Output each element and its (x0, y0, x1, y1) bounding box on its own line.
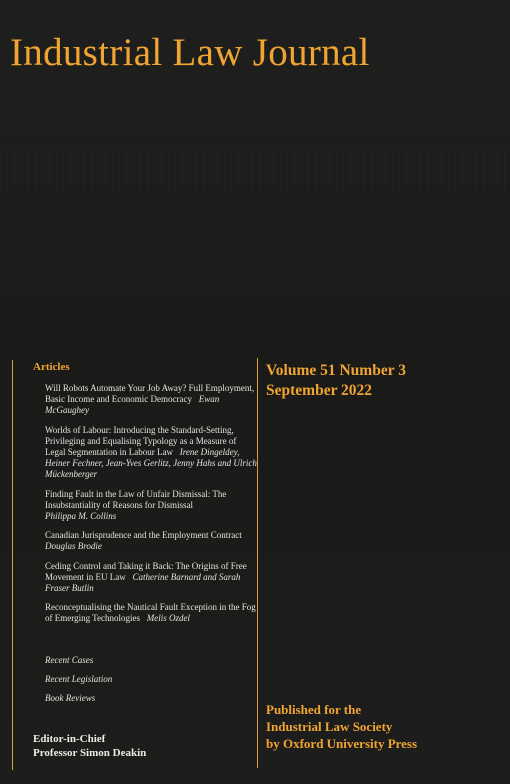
article-title: Will Robots Automate Your Job Away? Full Employment, Basic Income and Economic Democracy (45, 383, 255, 405)
article-item (45, 561, 257, 595)
editor-name: Professor Simon Deakin (33, 747, 147, 759)
recent-cases-label: Recent Cases (45, 655, 94, 665)
article-item (45, 602, 257, 624)
print-texture (0, 150, 510, 190)
article-author: Philippa M. Collins (45, 511, 117, 522)
article-author: Irene Dingeldey, Heiner Fechner, Jean-Yves Gerlitz, Jenny Hahs and Ulrich Mückenberger (45, 447, 257, 480)
article-item (45, 383, 257, 417)
article-title: Canadian Jurisprudence and the Employment Contract (45, 530, 242, 541)
article-author: Catherine Barnard and Sarah Fraser Butlin (45, 571, 241, 594)
publisher-line-3: by Oxford University Press (266, 736, 418, 751)
recent-legislation-label: Recent Legislation (45, 674, 113, 685)
article-title: Worlds of Labour: Introducing the Standard-Setting, Privileging and Equalising Typology as a Measure of Legal Segmentation in Labour Law (45, 424, 237, 458)
article-item (45, 530, 257, 552)
publisher-block (266, 701, 417, 752)
article-author: Douglas Brodie (45, 541, 102, 552)
articles-heading: Articles (33, 361, 70, 373)
publisher-line-2: Industrial Law Society (266, 719, 393, 734)
article-author: Melis Ozdel (146, 613, 191, 624)
article-title: Finding Fault in the Law of Unfair Dismissal: The Insubstantiality of Reasons for Dismissal (45, 488, 227, 510)
article-item (45, 489, 257, 523)
volume-number: Volume 51 Number 3 (266, 362, 406, 379)
issue-info (266, 361, 406, 401)
book-reviews-label: Book Reviews (45, 693, 96, 704)
article-item (45, 425, 257, 481)
article-title: Reconceptualising the Nautical Fault Exception in the Fog of Emerging Technologies (45, 602, 256, 624)
publisher-line-1: Published for the (266, 702, 362, 717)
article-title: Ceding Control and Taking it Back: The Origins of Free Movement in EU Law (45, 560, 247, 582)
other-sections (45, 655, 245, 713)
editor-block (33, 732, 146, 760)
editor-role: Editor-in-Chief (33, 733, 106, 745)
article-author: Ewan McGaughey (45, 394, 220, 416)
articles-list (45, 383, 257, 633)
issue-date: September 2022 (266, 382, 373, 399)
journal-title: Industrial Law Journal (10, 31, 370, 74)
